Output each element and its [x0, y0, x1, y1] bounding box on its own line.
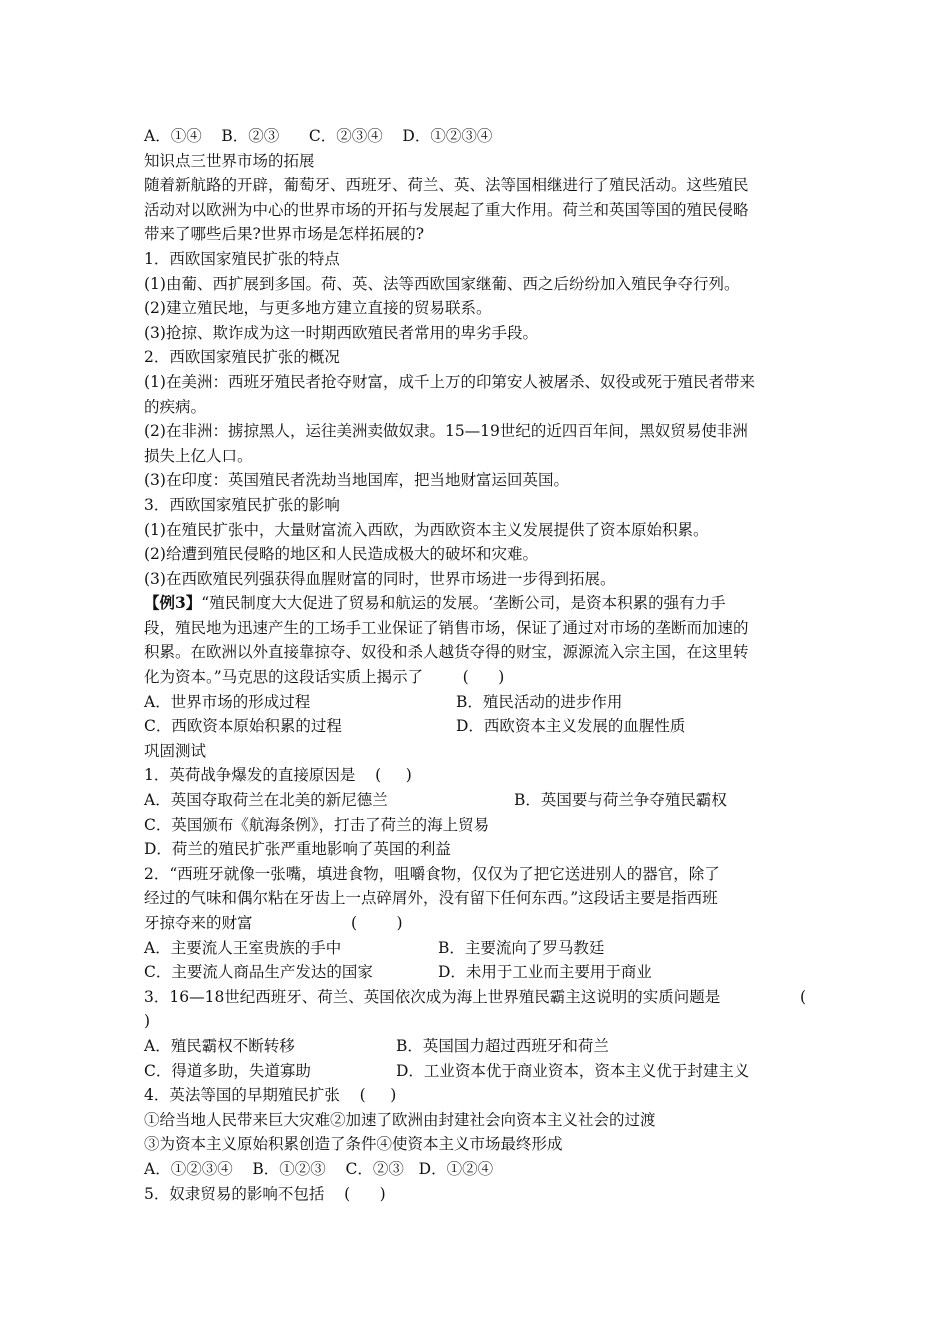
impact-item: (1)在殖民扩张中，大量财富流入西欧，为西欧资本主义发展提供了资本原始积累。: [144, 520, 709, 539]
example-label: 【例3】: [144, 593, 202, 613]
option-b[interactable]: B．殖民活动的进步作用: [456, 692, 623, 711]
document-page: [144, 124, 814, 1206]
previous-question-options: A．①④ B．②③ C．②③④ D．①②③④: [144, 127, 493, 145]
option-a[interactable]: A．世界市场的形成过程: [144, 692, 311, 711]
question-3-stem-text: 3．16—18世纪西班牙、荷兰、英国依次成为海上世界殖民霸主这说明的实质问题是: [144, 987, 721, 1006]
question-4-statement: ③为资本主义原始积累创造了条件④使资本主义市场最终形成: [144, 1135, 563, 1154]
option-a[interactable]: A．主要流人王室贵族的手中: [144, 938, 342, 957]
question-2-options-row: [144, 960, 814, 985]
subheading-impact: 3．西欧国家殖民扩张的影响: [144, 495, 340, 514]
option-c[interactable]: C．得道多助，失道寡助: [144, 1061, 311, 1080]
impact-item: (3)在西欧殖民列强获得血腥财富的同时，世界市场进一步得到拓展。: [144, 569, 616, 588]
subheading-features: 1．西欧国家殖民扩张的特点: [144, 249, 340, 268]
overview-item: 的疾病。: [144, 397, 207, 416]
question-2-options-row: [144, 936, 814, 961]
option-b[interactable]: B．英国要与荷兰争夺殖民霸权: [514, 791, 727, 810]
example-options-row: [144, 714, 814, 739]
option-a[interactable]: A．殖民霸权不断转移: [144, 1036, 295, 1055]
option-c[interactable]: C．英国颁布《航海条例》，打击了荷兰的海上贸易: [144, 815, 490, 834]
overview-item: (3)在印度：英国殖民者洗劫当地国库，把当地财富运回英国。: [144, 471, 569, 490]
option-d[interactable]: D．荷兰的殖民扩张严重地影响了英国的利益: [144, 840, 451, 859]
question-1-stem: 1．英荷战争爆发的直接原因是 ( ): [144, 766, 412, 785]
example-text: “殖民制度大大促进了贸易和航运的发展。‘垄断公司，是资本积累的强有力手: [201, 594, 726, 613]
example-stem-line: 化为资本。”马克思的这段话实质上揭示了 ( ): [144, 668, 505, 687]
section-title: 知识点三世界市场的拓展: [144, 151, 315, 170]
option-a[interactable]: A．英国夺取荷兰在北美的新尼德兰: [144, 791, 388, 810]
feature-item: (2)建立殖民地，与更多地方建立直接的贸易联系。: [144, 299, 492, 318]
option-c[interactable]: C．主要流人商品生产发达的国家: [144, 963, 373, 982]
question-4-statement: ①给当地人民带来巨大灾难②加速了欧洲由封建社会向资本主义社会的过渡: [144, 1110, 656, 1129]
example-options-row: [144, 690, 814, 715]
option-b[interactable]: B．主要流向了罗马教廷: [438, 938, 605, 957]
question-4-options[interactable]: A．①②③④ B．①②③ C．②③ D．①②④: [144, 1159, 494, 1178]
question-3-stem: [144, 985, 814, 1010]
overview-item: (2)在非洲：掳掠黑人，运往美洲卖做奴隶。15—19世纪的近四百年间，黑奴贸易使非洲: [144, 422, 748, 441]
feature-item: (1)由葡、西扩展到多国。荷、英、法等西欧国家继葡、西之后纷纷加入殖民争夺行列。: [144, 274, 740, 293]
overview-item: 损失上亿人口。: [144, 446, 253, 465]
intro-line: 活动对以欧洲为中心的世界市场的开拓与发展起了重大作用。荷兰和英国等国的殖民侵略: [144, 200, 749, 219]
impact-item: (2)给遭到殖民侵略的地区和人民造成极大的破坏和灾难。: [144, 545, 538, 564]
question-2-stem: 牙掠夺来的财富 ( ): [144, 914, 403, 932]
answer-paren-open: (: [800, 987, 807, 1006]
option-c[interactable]: C．西欧资本原始积累的过程: [144, 717, 342, 736]
subheading-overview: 2．西欧国家殖民扩张的概况: [144, 348, 340, 367]
feature-item: (3)抢掠、欺诈成为这一时期西欧殖民者常用的卑劣手段。: [144, 323, 538, 342]
question-5-stem: 5．奴隶贸易的影响不包括 ( ): [144, 1184, 386, 1203]
question-2-stem: 2．“西班牙就像一张嘴，填进食物，咀嚼食物，仅仅为了把它送进别人的器官，除了: [144, 864, 720, 883]
question-1-options-row: [144, 788, 814, 813]
option-d[interactable]: D．工业资本优于商业资本，资本主义优于封建主义: [396, 1061, 750, 1080]
option-b[interactable]: B．英国国力超过西班牙和荷兰: [396, 1036, 609, 1055]
question-4-stem: 4．英法等国的早期殖民扩张 ( ): [144, 1086, 397, 1105]
example-stem-line: 段，殖民地为迅速产生的工场手工业保证了销售市场，保证了通过对市场的垄断而加速的: [144, 618, 749, 637]
intro-line: 带来了哪些后果?世界市场是怎样拓展的?: [144, 225, 425, 244]
review-title: 巩固测试: [144, 741, 207, 760]
option-d[interactable]: D．西欧资本主义发展的血腥性质: [456, 717, 686, 736]
option-d[interactable]: D．未用于工业而主要用于商业: [438, 963, 652, 982]
question-2-stem: 经过的气味和偶尔粘在牙齿上一点碎屑外，没有留下任何东西。”这段话主要是指西班: [144, 889, 718, 908]
answer-paren-close: ): [144, 1012, 151, 1031]
overview-item: (1)在美洲：西班牙殖民者抢夺财富，成千上万的印第安人被屠杀、奴役或死于殖民者带来: [144, 372, 755, 391]
example-stem-line: 积累。在欧洲以外直接靠掠夺、奴役和杀人越货夺得的财宝，源源流入宗主国，在这里转: [144, 643, 749, 662]
question-3-options-row: [144, 1034, 814, 1059]
example-stem: [144, 591, 814, 616]
intro-line: 随着新航路的开辟，葡萄牙、西班牙、荷兰、英、法等国相继进行了殖民活动。这些殖民: [144, 176, 749, 195]
question-3-options-row: [144, 1059, 814, 1084]
